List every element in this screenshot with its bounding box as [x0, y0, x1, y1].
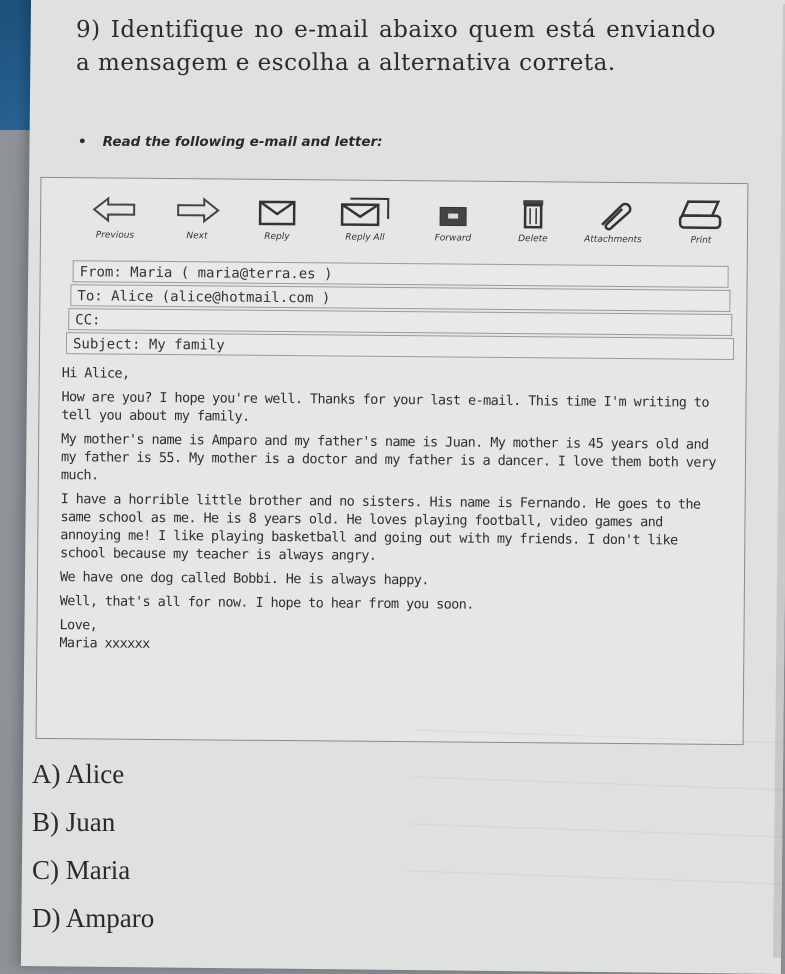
- body-paragraph: My mother's name is Amparo and my father's name is Juan. My mother is 45 years old and my father is 55. My mother is a doctor and my father is a dancer. I love them both very much.: [61, 430, 729, 490]
- previous-button[interactable]: [79, 188, 152, 261]
- bullet-icon: •: [78, 134, 87, 150]
- attachments-button[interactable]: [577, 193, 650, 266]
- answer-options: [32, 750, 154, 942]
- toolbar-label: Print: [665, 235, 737, 246]
- greeting: Hi Alice,: [62, 364, 730, 388]
- forward-button[interactable]: [417, 191, 490, 264]
- paperclip-icon: [588, 197, 638, 231]
- body-paragraph: Well, that's all for now. I hope to hear from you soon.: [60, 592, 728, 616]
- email-toolbar: [79, 188, 720, 266]
- body-paragraph: How are you? I hope you're well. Thanks for your last e-mail. This time I'm writing to tell you about my family.: [61, 388, 729, 430]
- delete-button[interactable]: [497, 192, 570, 265]
- toolbar-label: Delete: [497, 234, 569, 245]
- subject-field: Subject: My family: [66, 332, 734, 360]
- reply-all-button[interactable]: [329, 190, 402, 263]
- email-body: [59, 364, 730, 664]
- print-button[interactable]: [665, 193, 738, 266]
- instruction: [78, 134, 383, 150]
- body-paragraph: We have one dog called Bobbi. He is always happy.: [60, 568, 728, 592]
- option-d[interactable]: D) Amparo: [32, 894, 154, 942]
- toolbar-label: Reply All: [329, 232, 401, 243]
- cc-field: CC:: [68, 308, 732, 336]
- previous-arrow-icon: [90, 192, 140, 226]
- option-c[interactable]: C) Maria: [32, 846, 154, 894]
- option-b[interactable]: B) Juan: [32, 798, 154, 846]
- from-field: From: Maria ( maria@terra.es ): [73, 260, 729, 288]
- reply-envelope-icon: [252, 194, 302, 228]
- toolbar-label: Reply: [241, 232, 313, 243]
- toolbar-label: Attachments: [577, 235, 649, 246]
- reply-all-envelope-icon: [338, 195, 392, 229]
- trash-icon: [508, 196, 558, 230]
- bleed-through-texture: [407, 683, 785, 884]
- email-window: [36, 177, 749, 745]
- reply-button[interactable]: [241, 190, 314, 263]
- toolbar-label: Previous: [79, 230, 151, 241]
- to-field: To: Alice (alice@hotmail.com ): [70, 284, 730, 312]
- closing: Love,: [59, 616, 727, 640]
- next-button[interactable]: [161, 189, 234, 262]
- body-paragraph: I have a horrible little brother and no sisters. His name is Fernando. He goes to the same school as me. He is 8 years old. He loves playing football, video games and annoying me! I like playing basketball and going out with my friends. I don't like school because my teacher is always angry.: [60, 490, 729, 568]
- instruction-text: Read the following e-mail and letter:: [103, 134, 383, 150]
- toolbar-label: Forward: [417, 233, 489, 244]
- toolbar-label: Next: [161, 231, 233, 242]
- next-arrow-icon: [172, 193, 222, 227]
- option-a[interactable]: A) Alice: [32, 750, 154, 798]
- printer-icon: [674, 197, 728, 231]
- forward-icon: [428, 195, 478, 229]
- signature: Maria xxxxxx: [59, 634, 727, 658]
- question-text: 9) Identifique no e-mail abaixo quem está enviando a mensagem e escolha a alternativa correta.: [76, 14, 716, 80]
